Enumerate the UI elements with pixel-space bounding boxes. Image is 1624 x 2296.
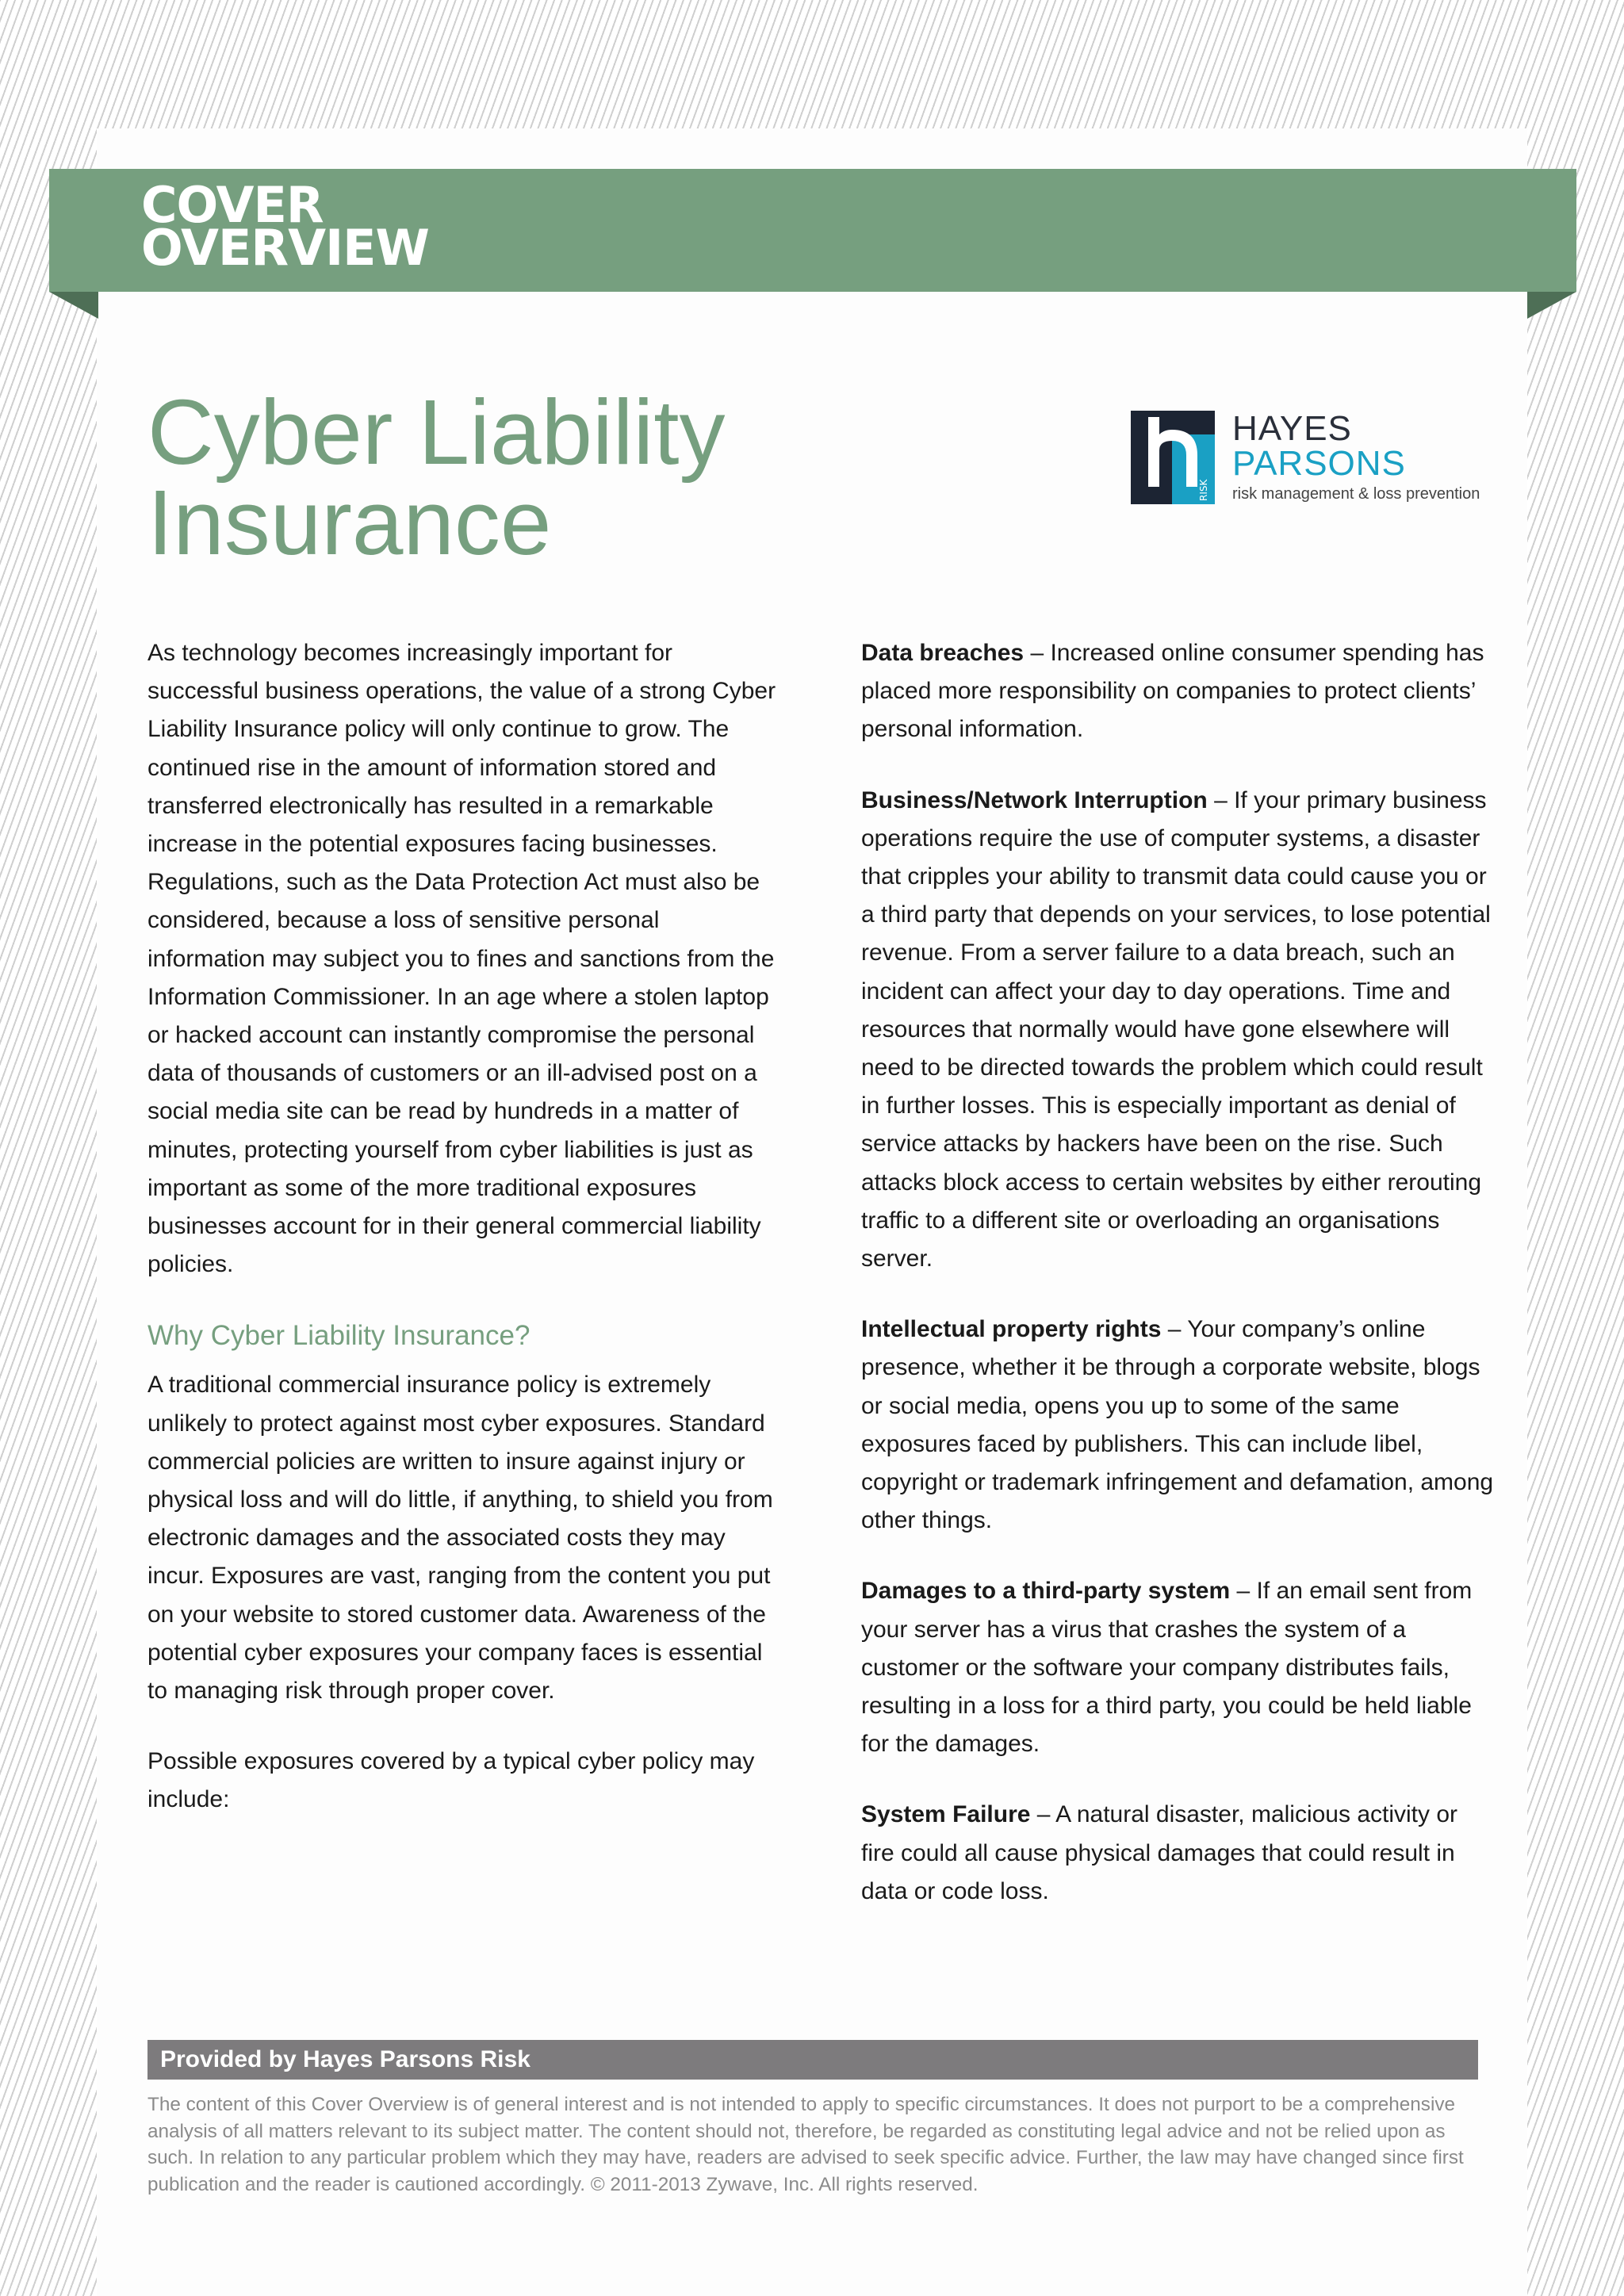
- provided-by-text: Provided by Hayes Parsons Risk: [160, 2046, 530, 2072]
- banner-fold-right: [1527, 292, 1576, 319]
- logo-name-parsons: PARSONS: [1232, 444, 1406, 483]
- exposure-term: Data breaches: [861, 640, 1025, 666]
- page-title-line2: Insurance: [147, 471, 552, 574]
- exposure-item: [861, 1311, 1496, 1540]
- banner-fold-left: [49, 292, 98, 319]
- possible-exposures-paragraph: Possible exposures covered by a typical cyber policy may include:: [147, 1748, 755, 1813]
- logo-risk-text: RISK: [1198, 479, 1209, 501]
- exposure-text: – If your primary business operations require the use of computer systems, a disaster that cripples your ability to transmit data could cause you or a third party that depends on your services, to lose potential revenue. From a server failure to a data breach, such an incident can affect your day to day operations. Time and resources that normally would have gone elsewhere will need to be directed towards the problem which could result in further losses. This is especially important as denial of service attacks by hackers have been on the rise. Such attacks block access to certain websites by either rerouting traffic to a different site or overloading an organisations server.: [861, 786, 1491, 1272]
- exposure-item: [861, 1572, 1496, 1763]
- exposure-text: – Your company’s online presence, whether it be through a corporate website, blogs or social media, opens you up to some of the same exposures faced by publishers. This can include libel, copyright or trademark infringement and defamation, among other things.: [861, 1316, 1494, 1534]
- page-title-line1: Cyber Liability: [147, 381, 726, 484]
- exposure-text: – A natural disaster, malicious activity or fire could all cause physical damages that could result in data or code loss.: [861, 1801, 1458, 1904]
- hayes-parsons-logo: [1131, 406, 1488, 509]
- logo-name-hayes: HAYES: [1232, 409, 1352, 448]
- why-subheading: Why Cyber Liability Insurance?: [147, 1320, 530, 1352]
- provided-by-bar: [147, 2040, 1478, 2080]
- banner-title: [141, 176, 429, 277]
- exposure-item: [861, 634, 1496, 749]
- why-paragraph: A traditional commercial insurance policy is extremely unlikely to protect against most cyber exposures. Standard commercial policies are written to insure against injury or physical loss and will do little, if anything, to shield you from electronic damages and the associated costs they may incur. Exposures are vast, ranging from the content you put on your website to stored customer data. Awareness of the potential cyber exposures your company faces is essential to managing risk through proper cover.: [147, 1372, 773, 1705]
- left-column: [147, 634, 782, 1820]
- disclaimer-text: The content of this Cover Overview is of general interest and is not intended to apply to specific circumstances. It does not purport to be a comprehensive analysis of all matters relevant to its subject matter. The content should not, therefore, be regarded as constituting legal advice and not be relied upon as such. In relation to any particular problem which they may have, readers are advised to seek specific advice. Further, the law may have changed since first publication and the reader is cautioned accordingly. © 2011-2013 Zywave, Inc. All rights reserved.: [147, 2094, 1464, 2195]
- exposure-term: Damages to a third-party system: [861, 1578, 1231, 1605]
- exposure-text: – If an email sent from your server has a virus that crashes the system of a customer or the software your company distributes fails, resulting in a loss for a third party, you could be held liable for the damages.: [861, 1578, 1473, 1758]
- banner-title-line2: OVERVIEW: [141, 219, 429, 277]
- intro-paragraph: As technology becomes increasingly important for successful business operations, the value of a strong Cyber Liability Insurance policy will only continue to grow. The continued rise in the amount of information stored and transferred electronically has resulted in a remarkable increase in the potential exposures facing businesses. Regulations, such as the Data Protection Act must also be considered, because a loss of sensitive personal information may subject you to fines and sanctions from the Information Commissioner. In an age where a stolen laptop or hacked account can instantly compromise the personal data of thousands of customers or an ill-advised post on a social media site can be read by hundreds in a matter of minutes, protecting yourself from cyber liabilities is just as important as some of the more traditional exposures businesses account for in their general commercial liability policies.: [147, 640, 776, 1278]
- exposure-text: – Increased online consumer spending has placed more responsibility on companies to protect clients’ personal information.: [861, 640, 1484, 743]
- page-title: [147, 381, 726, 574]
- exposure-item: [861, 1796, 1496, 1911]
- exposure-term: System Failure: [861, 1801, 1031, 1828]
- banner-title-line1: COVER: [141, 176, 324, 234]
- exposure-term: Business/Network Interruption: [861, 786, 1208, 813]
- hp-logo-mark-icon: [1131, 411, 1215, 504]
- logo-tagline: risk management & loss prevention: [1232, 485, 1480, 503]
- right-column: [861, 634, 1496, 1911]
- exposure-item: [861, 782, 1496, 1279]
- exposure-term: Intellectual property rights: [861, 1316, 1162, 1343]
